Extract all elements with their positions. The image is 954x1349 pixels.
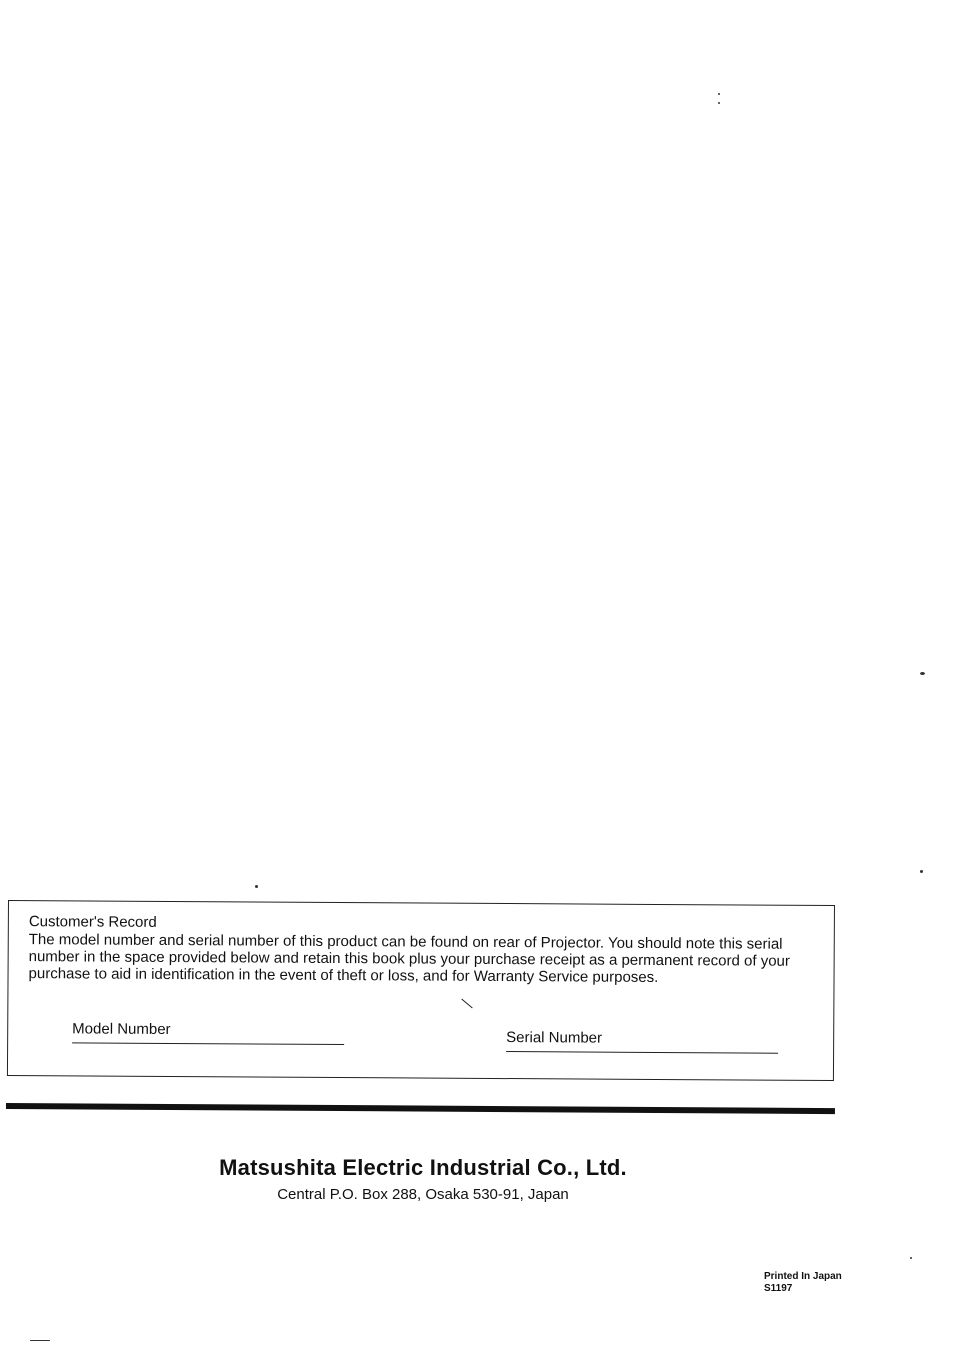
scan-speck — [255, 885, 258, 888]
scan-speck — [920, 870, 923, 873]
scan-speck — [30, 1340, 50, 1341]
print-note — [764, 1271, 842, 1295]
model-number-label: Model Number — [72, 1020, 171, 1038]
scan-speck — [718, 102, 720, 104]
model-number-line — [72, 1042, 344, 1045]
customers-record-box — [7, 900, 835, 1081]
scan-speck — [718, 93, 720, 95]
scan-speck — [910, 1257, 912, 1259]
divider-bar — [6, 1103, 835, 1114]
serial-number-label: Serial Number — [506, 1029, 603, 1047]
print-code: S1197 — [764, 1283, 793, 1294]
scan-speck — [920, 672, 925, 675]
print-origin: Printed In Japan — [764, 1271, 842, 1282]
record-instructions: The model number and serial number of this product can be found on rear of Projector. You should note this serial number in the space provided below and retain this book plus your purchase receipt as a permanent record of your purchase to aid in identification in the event of theft or loss, and for Warranty Service purposes. — [28, 931, 790, 986]
company-name: Matsushita Electric Industrial Co., Ltd. — [219, 1155, 627, 1180]
record-title: Customer's Record — [28, 913, 157, 931]
company-address: Central P.O. Box 288, Osaka 530-91, Japan — [277, 1186, 569, 1203]
serial-number-line — [506, 1051, 778, 1054]
